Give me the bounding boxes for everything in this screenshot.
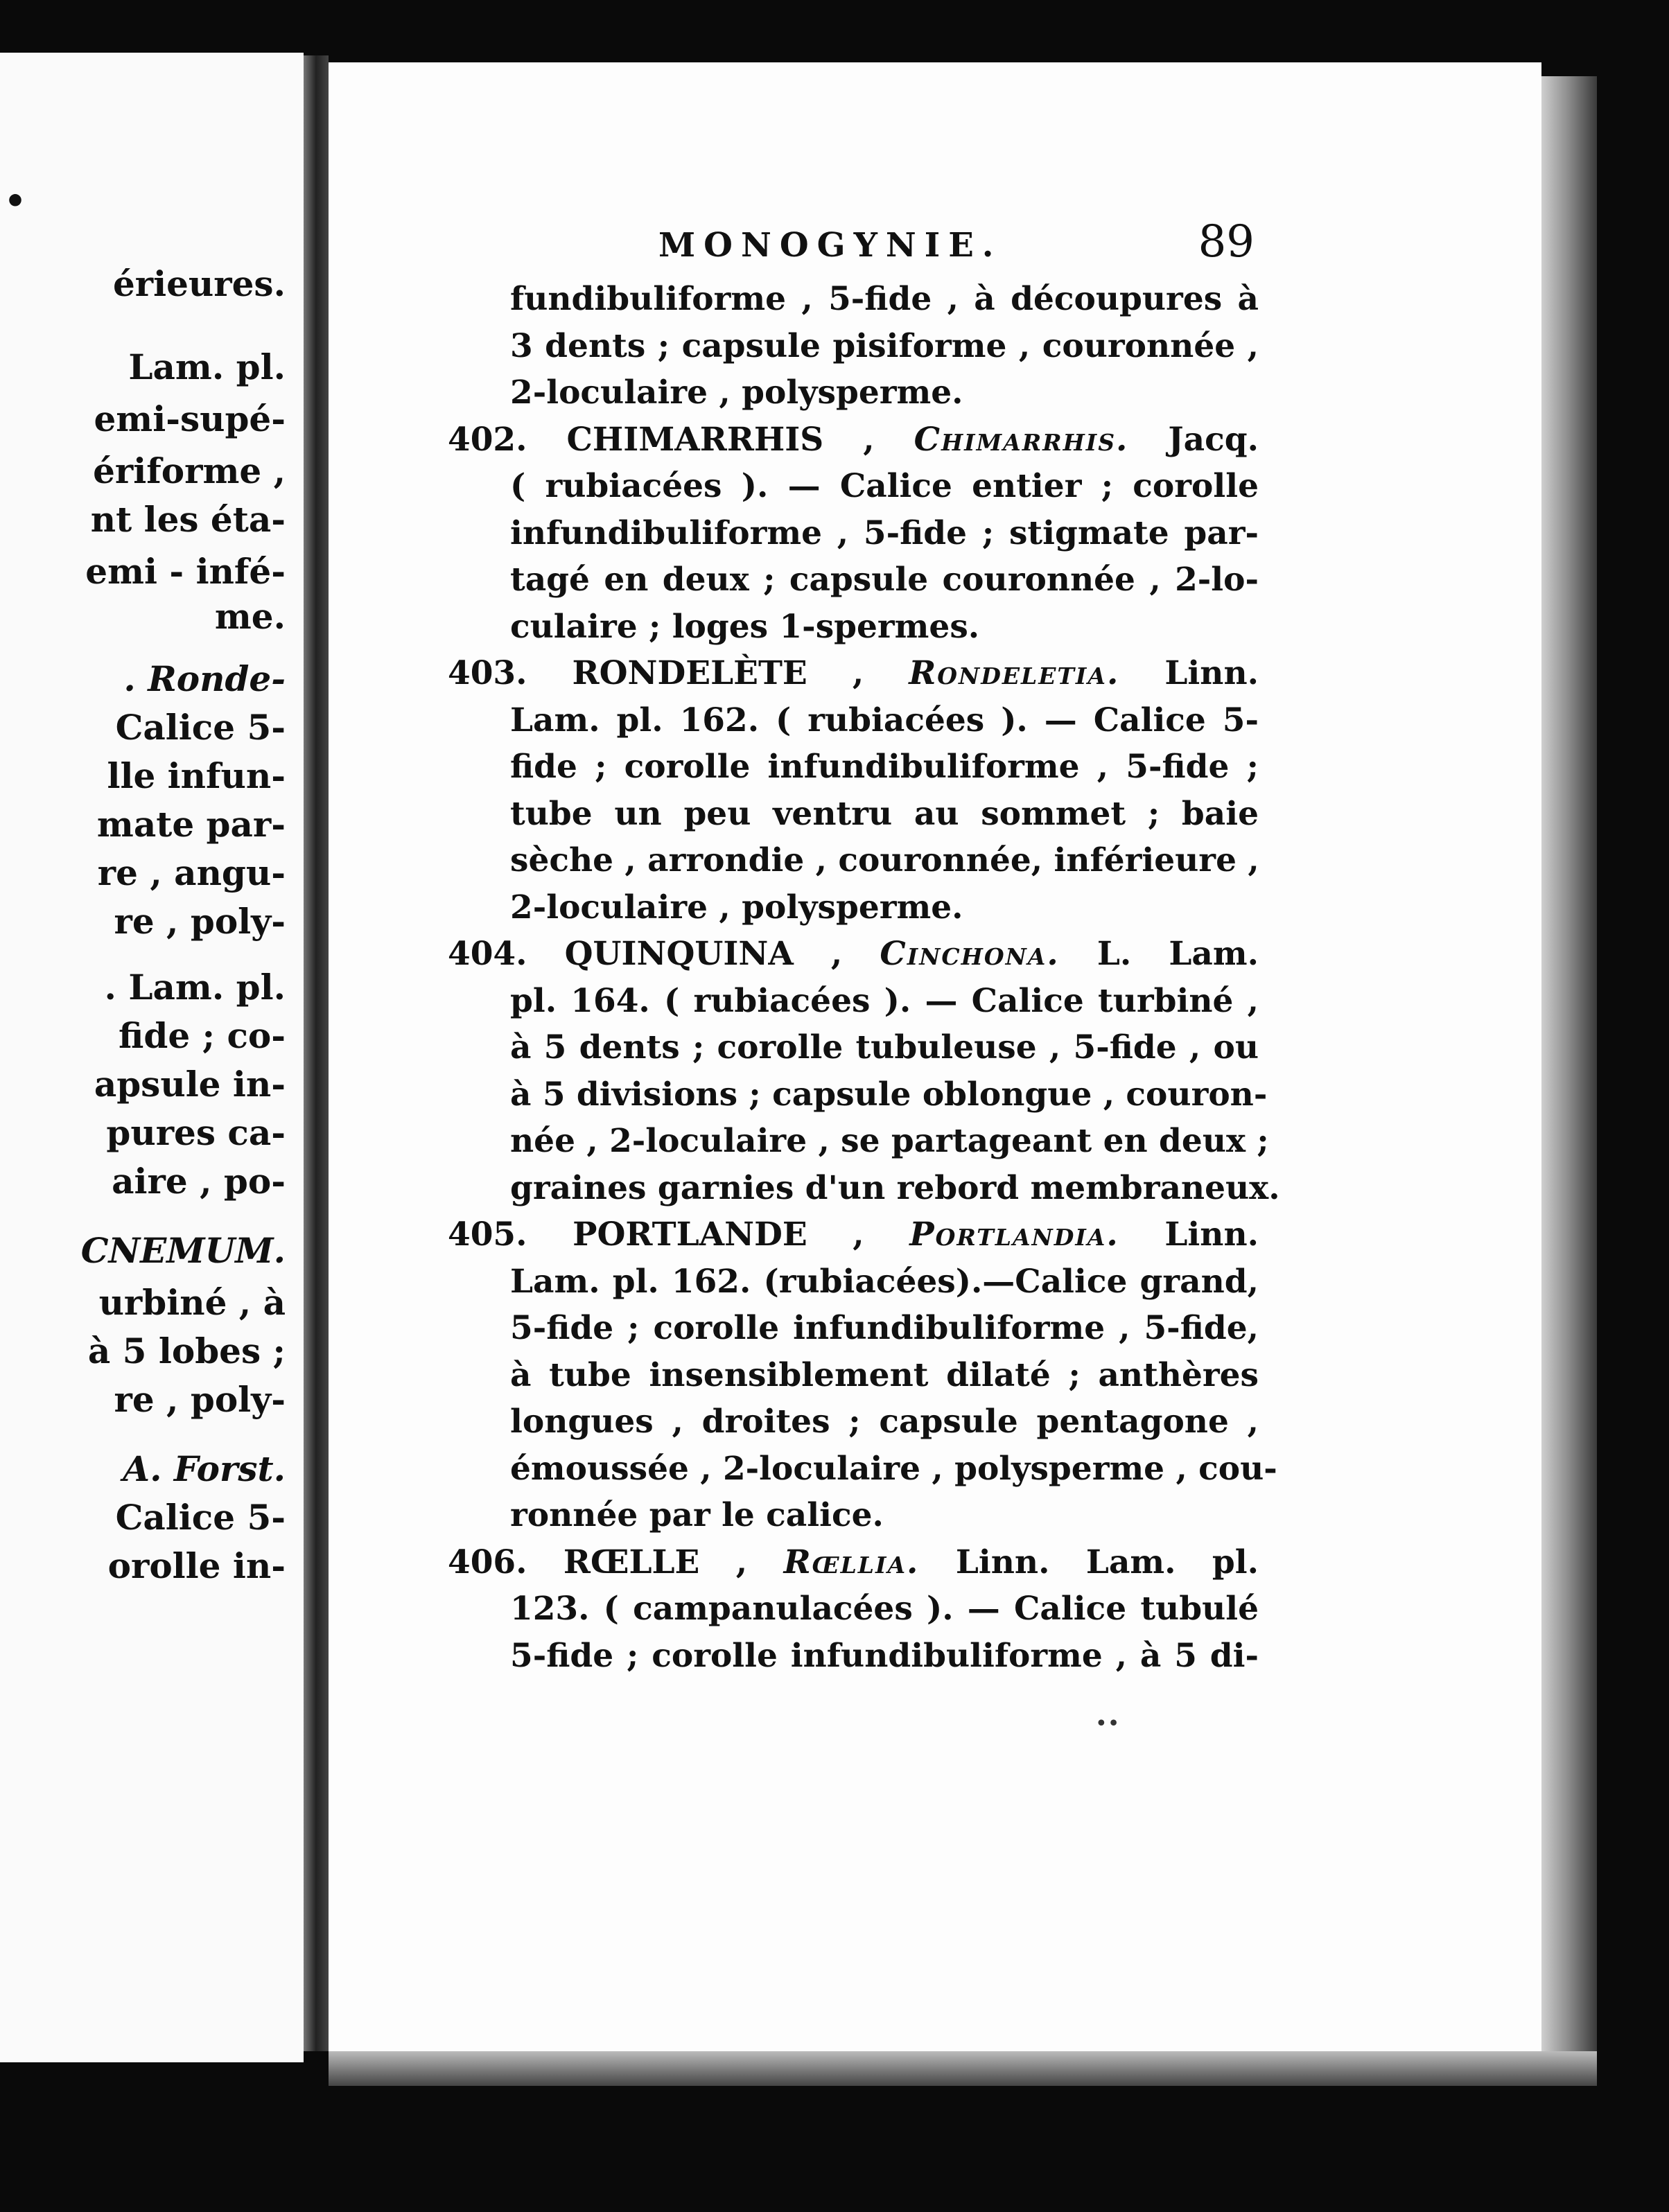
left-page-text-fragment: Calice 5- [115,1497,286,1538]
left-page-text-fragment: . Ronde- [123,658,286,699]
left-page-text-fragment: pures ca- [106,1112,286,1153]
text-line: ( rubiacées ). — Calice entier ; corolle [510,467,1259,505]
text-line: tube un peu ventru au sommet ; baie [510,794,1259,833]
text-line: pl. 164. ( rubiacées ). — Calice turbiné , [510,981,1259,1020]
latin-name: Cinchona. [880,935,1060,973]
text-line: ronnée par le calice. [510,1496,884,1534]
left-page-text-fragment: orolle in- [107,1545,286,1586]
text-line: 5-fide ; corolle infundibuliforme , 5-fide, [510,1309,1259,1347]
entry-heading-line [448,416,1259,464]
text-line: tagé en deux ; capsule couronnée , 2-lo- [510,561,1259,599]
left-page-text-fragment: mate par- [96,804,286,845]
text-line: longues , droites ; capsule pentagone , [510,1403,1259,1441]
entry-heading-line [448,1539,1259,1586]
latin-name: Chimarrhis. [914,420,1129,459]
authority: Linn. [1164,1215,1259,1254]
left-page-text-fragment: fide ; co- [119,1015,286,1056]
text-line: 2-loculaire , polysperme. [510,888,963,927]
left-page-text-fragment: Calice 5- [115,707,286,748]
authority: L. Lam. [1096,935,1259,973]
text-line: fundibuliforme , 5-fide , à découpures à [510,280,1259,318]
left-page-text-fragment: A. Forst. [123,1448,286,1489]
latin-name: Portlandia. [909,1215,1119,1254]
signature-mark: •• [1095,1712,1120,1736]
page-header [658,216,1255,272]
latin-name: Rondeletia. [909,654,1120,692]
genus-name: CHIMARRHIS , [566,420,875,459]
text-line: à tube insensiblement dilaté ; anthères [510,1355,1259,1394]
main-text [448,276,1280,1679]
entry-heading-line [448,1211,1259,1258]
entry-heading-line [448,931,1259,978]
left-page-text-fragment: . Lam. pl. [104,967,286,1008]
genus-name: QUINQUINA , [564,935,843,973]
text-line: 2-loculaire , polysperme. [510,374,963,412]
entry-heading-line [448,650,1259,697]
page-bottom-shadow [329,2051,1597,2086]
left-page-text-fragment: érieures. [112,263,286,304]
left-page-text-fragment: CNEMUM. [80,1230,286,1271]
text-line: sèche , arrondie , couronnée, inférieure , [510,841,1259,879]
text-line: fide ; corolle infundibuliforme , 5-fide ; [510,748,1259,786]
left-page-text-fragment: lle infun- [107,755,286,796]
page-number: 89 [1198,216,1255,267]
text-line: à 5 divisions ; capsule oblongue , couron- [510,1075,1268,1114]
left-page-text-fragment: me. [214,596,286,637]
left-page-text-fragment: à 5 lobes ; [87,1331,286,1371]
authority: Linn. Lam. pl. [955,1543,1259,1581]
left-page-text-fragment: ériforme , [93,450,286,491]
entry-number: 404. [448,935,527,973]
text-line: émoussée , 2-loculaire , polysperme , cou- [510,1449,1277,1488]
left-page-fragment [0,53,304,2062]
left-page-text-fragment: re , angu- [97,852,286,893]
left-page-text-fragment: emi-supé- [94,398,286,439]
left-page-text-fragment: emi - infé- [85,551,286,592]
book-gutter [304,55,329,2051]
text-line: Lam. pl. 162. (rubiacées).—Calice grand, [510,1262,1259,1301]
left-page-text-fragment: urbiné , à [98,1282,286,1323]
text-line: graines garnies d'un rebord membraneux. [510,1168,1280,1207]
genus-name: PORTLANDE , [573,1215,864,1254]
left-page-text-fragment: nt les éta- [90,499,286,540]
entry-number: 405. [448,1215,527,1254]
text-line: 3 dents ; capsule pisiforme , couronnée , [510,326,1259,365]
text-line: 5-fide ; corolle infundibuliforme , à 5 di- [510,1636,1259,1675]
page-edge [1541,76,1597,2072]
running-title: MONOGYNIE. [658,226,1002,265]
text-line: née , 2-loculaire , se partageant en deux ; [510,1122,1269,1160]
text-line: 123. ( campanulacées ). — Calice tubulé [510,1590,1259,1628]
entry-number: 406. [448,1543,527,1581]
authority: Jacq. [1168,420,1259,459]
left-page-text-fragment: aire , po- [112,1161,286,1202]
entry-number: 403. [448,654,527,692]
latin-name: Rœllia. [783,1543,920,1581]
left-page-text-fragment: • [4,180,26,221]
text-line: culaire ; loges 1-spermes. [510,607,980,646]
left-page-text-fragment: Lam. pl. [128,346,286,387]
left-page-text-fragment: re , poly- [114,901,286,942]
text-line: infundibuliforme , 5-fide ; stigmate par- [510,514,1259,552]
left-page-text-fragment: apsule in- [94,1064,286,1105]
text-line: Lam. pl. 162. ( rubiacées ). — Calice 5- [510,701,1259,739]
authority: Linn. [1164,654,1259,692]
entry-number: 402. [448,420,527,459]
left-page-text-fragment: re , poly- [114,1379,286,1420]
genus-name: RŒLLE , [563,1543,748,1581]
genus-name: RONDELÈTE , [572,654,864,692]
text-line: à 5 dents ; corolle tubuleuse , 5-fide , ou [510,1028,1259,1066]
